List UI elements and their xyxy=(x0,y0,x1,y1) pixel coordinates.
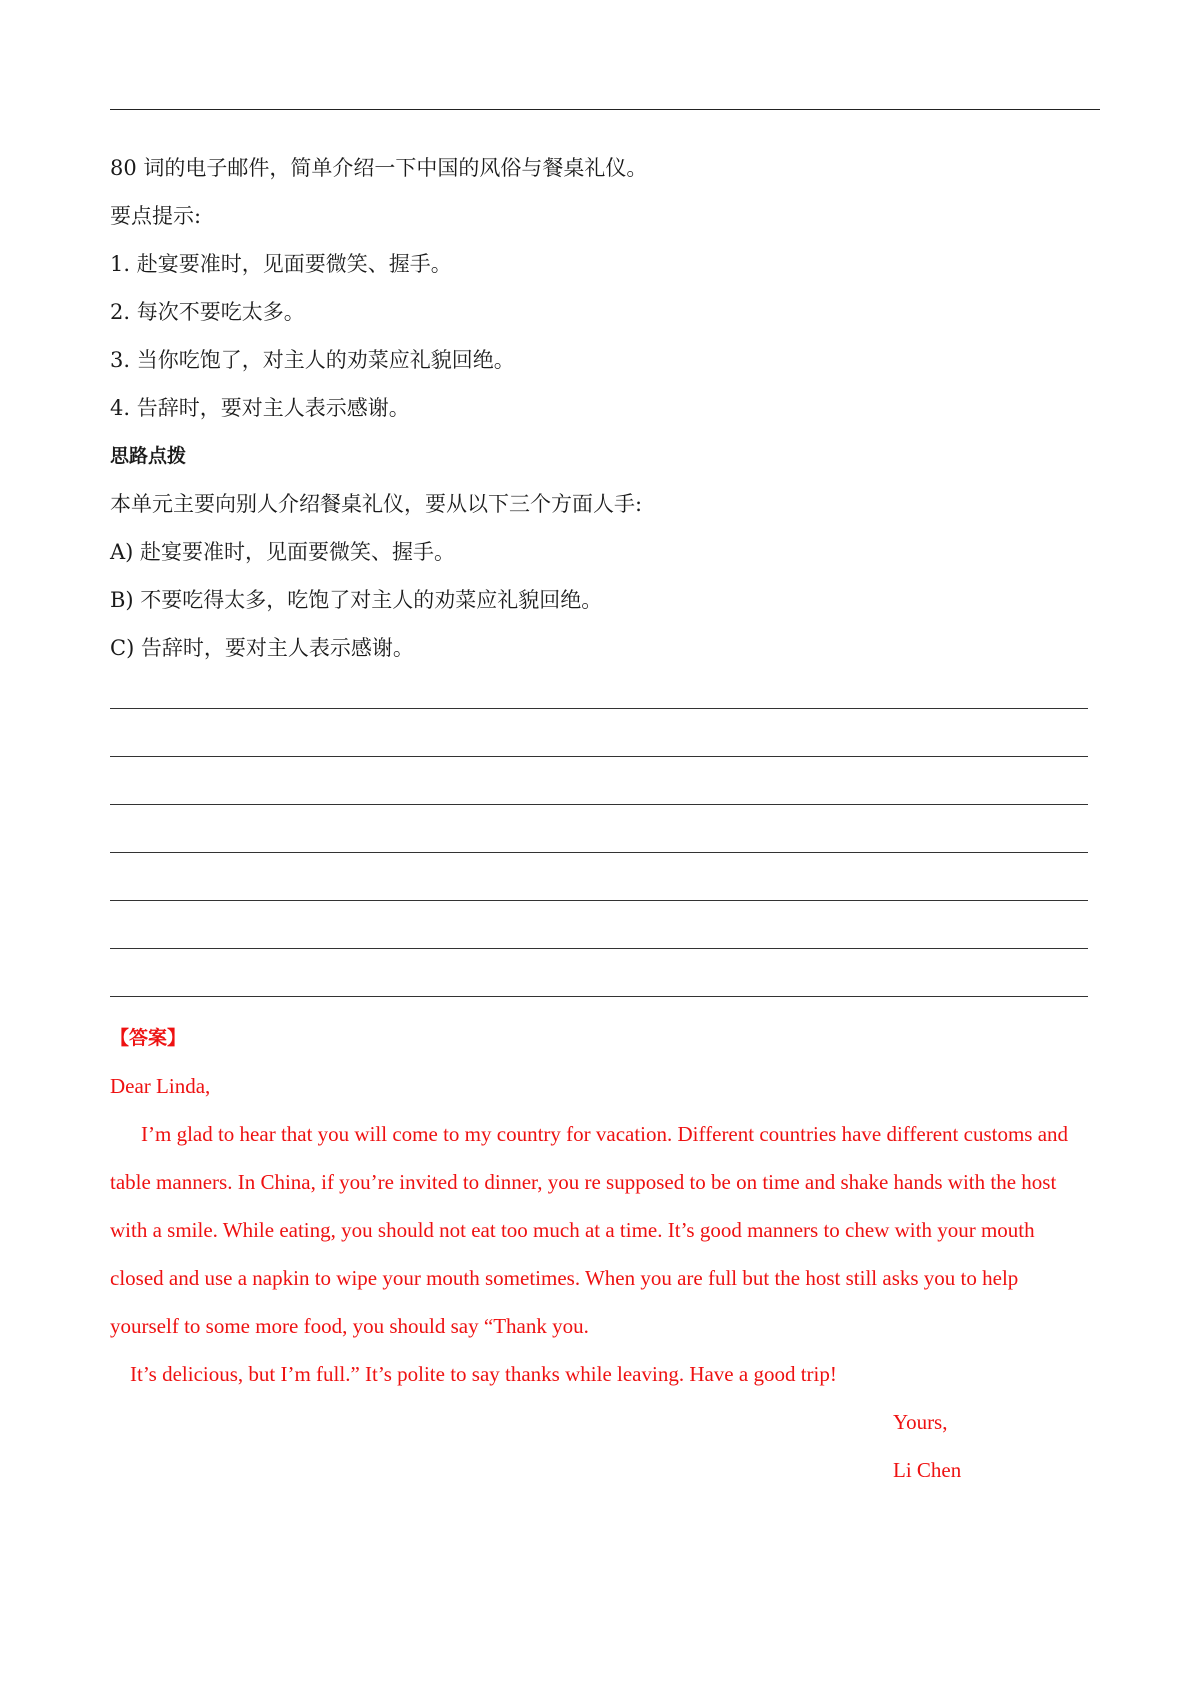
answer-blank-line[interactable] xyxy=(110,996,1088,997)
answer-blank-line[interactable] xyxy=(110,708,1088,709)
prompt-intro: 80 词的电子邮件，简单介绍一下中国的风俗与餐桌礼仪。 xyxy=(110,156,648,180)
hint-item: 1. 赴宴要准时，见面要微笑、握手。 xyxy=(110,252,452,276)
header-rule xyxy=(110,109,1100,110)
answer-blank-line[interactable] xyxy=(110,852,1088,853)
answer-greeting: Dear Linda, xyxy=(110,1074,211,1098)
answer-line: with a smile. While eating, you should not eat too much at a time. It’s good manners to chew with your mouth xyxy=(110,1218,1035,1242)
answer-line: closed and use a napkin to wipe your mouth sometimes. When you are full but the host still asks you to help xyxy=(110,1266,1019,1290)
answer-line: It’s delicious, but I’m full.” It’s polite to say thanks while leaving. Have a good trip! xyxy=(130,1362,837,1386)
answer-blank-line[interactable] xyxy=(110,756,1088,757)
answer-line: yourself to some more food, you should say “Thank you. xyxy=(110,1314,589,1338)
answer-blank-line[interactable] xyxy=(110,900,1088,901)
guidance-point: C) 告辞时，要对主人表示感谢。 xyxy=(110,636,414,660)
guidance-point: A) 赴宴要准时，见面要微笑、握手。 xyxy=(110,540,456,564)
hints-title: 要点提示: xyxy=(110,204,202,228)
guidance-point: B) 不要吃得太多，吃饱了对主人的劝菜应礼貌回绝。 xyxy=(110,588,603,612)
answer-blank-line[interactable] xyxy=(110,804,1088,805)
hint-item: 4. 告辞时，要对主人表示感谢。 xyxy=(110,396,410,420)
answer-signature: Li Chen xyxy=(893,1458,962,1482)
answer-line: I’m glad to hear that you will come to my country for vacation. Different countries have different customs and xyxy=(141,1122,1069,1146)
guidance-title: 思路点拨 xyxy=(110,445,187,467)
guidance-intro: 本单元主要向别人介绍餐桌礼仪，要从以下三个方面人手: xyxy=(110,492,643,516)
hint-item: 3. 当你吃饱了，对主人的劝菜应礼貌回绝。 xyxy=(110,348,515,372)
answer-closing: Yours, xyxy=(893,1410,948,1434)
answer-line: table manners. In China, if you’re invited to dinner, you re supposed to be on time and shake hands with the host xyxy=(110,1170,1057,1194)
hint-item: 2. 每次不要吃太多。 xyxy=(110,300,305,324)
answer-tag: 【答案】 xyxy=(110,1027,187,1049)
answer-blank-line[interactable] xyxy=(110,948,1088,949)
